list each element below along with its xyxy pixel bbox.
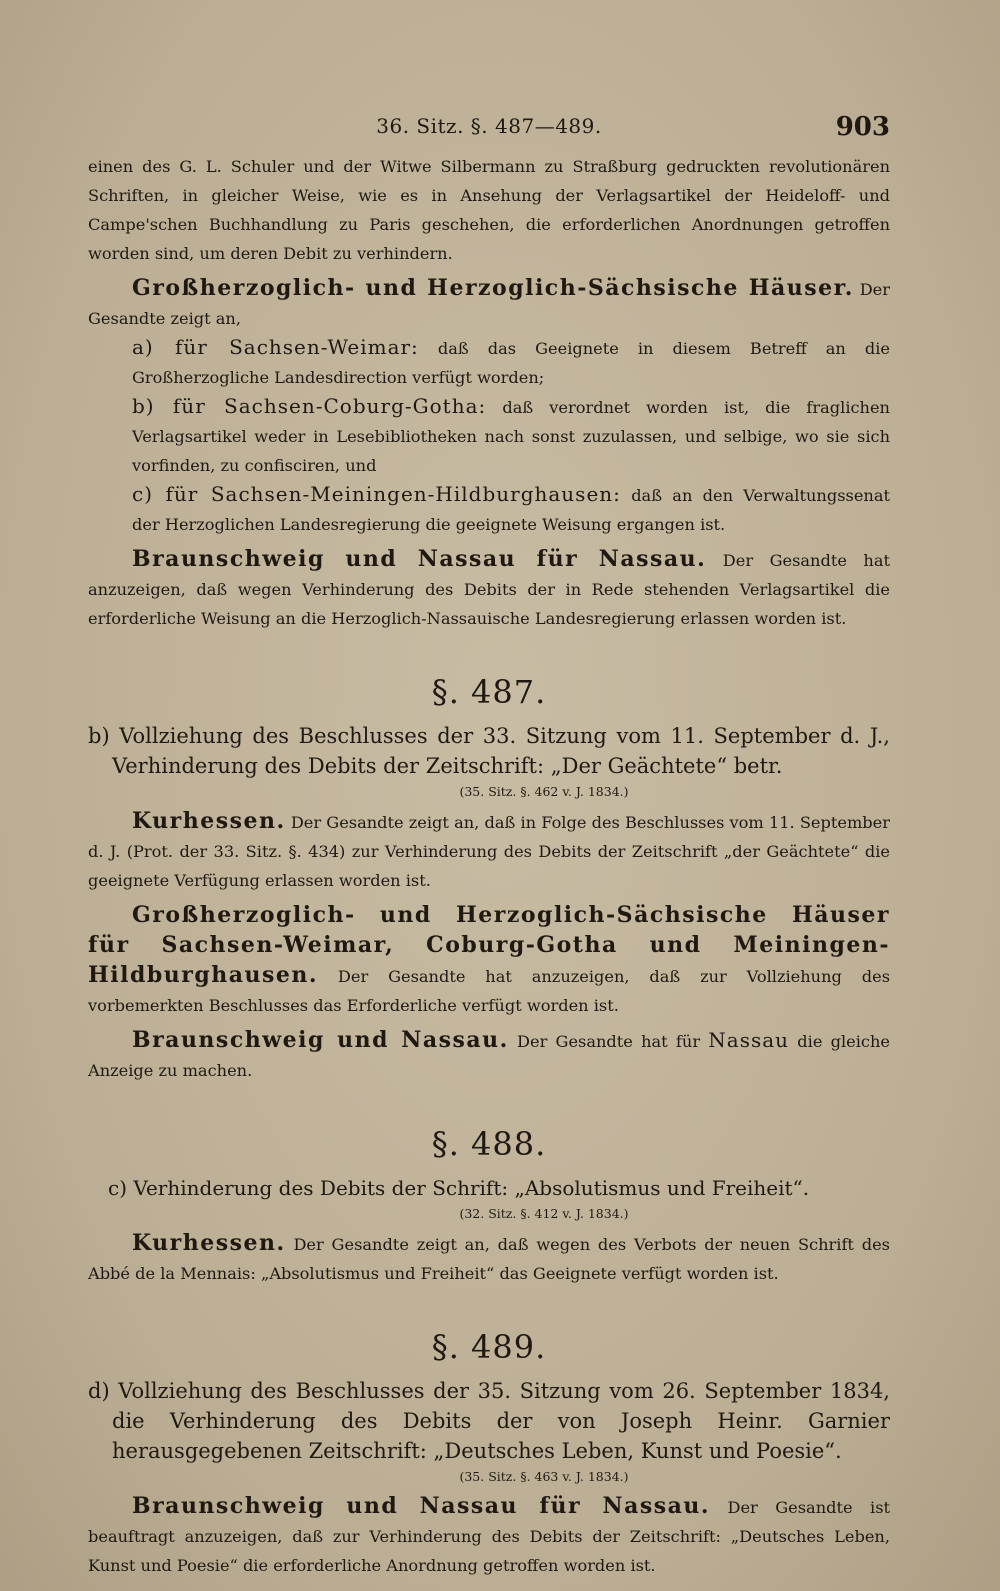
braunschweig-text-part-1: Der Gesandte hat für xyxy=(517,1032,701,1051)
kurhessen-heading: Kurhessen. xyxy=(132,808,286,834)
section-487-saxon-paragraph xyxy=(88,901,890,1020)
item-c-text: daß an den Verwaltungssenat der Herzoglichen Landesregierung die geeignete Weisung ergangen ist. xyxy=(132,486,890,534)
section-487-heading: §. 487. xyxy=(431,673,547,711)
braunschweig-text-part-2: die gleiche Anzeige zu machen. xyxy=(88,1032,891,1080)
item-a-heading: a) für Sachsen-Weimar: xyxy=(132,335,419,359)
intro-paragraph: einen des G. L. Schuler und der Witwe Silbermann zu Straßburg gedruckten revolutionären Schriften, in gleicher Weise, wie es in Ansehung der Verlagsartikel der Heideloff- und Campe'schen Buchhandlung zu Paris geschehen, die erforderlichen Anordnungen getroffen worden sind, um deren Debit zu verhindern. xyxy=(88,157,890,263)
braunschweig-nassau-text: Der Gesandte hat anzuzeigen, daß wegen Verhinderung des Debits der in Rede stehenden Verlagsartikel die erforderliche Weisung an die Herzoglich-Nassauische Landesregierung erlassen worden ist. xyxy=(88,551,890,628)
item-c-paragraph xyxy=(88,480,890,539)
page-number: 903 xyxy=(835,112,890,142)
kurhessen-text: Der Gesandte zeigt an, daß in Folge des Beschlusses vom 11. September d. J. (Prot. der 33. Sitz. §. 434) zur Verhinderung des Debits der Zeitschrift „der Geächtete“ die geeignete Verfügung erlassen worden ist. xyxy=(88,813,890,890)
saxon-houses-paragraph xyxy=(88,274,890,333)
item-b-heading: b) für Sachsen-Coburg-Gotha: xyxy=(132,394,487,418)
item-c-heading: c) für Sachsen-Meiningen-Hildburghausen: xyxy=(132,482,621,506)
braunschweig-nassau-paragraph xyxy=(88,545,890,633)
section-487-kurhessen-paragraph xyxy=(88,807,890,895)
braunschweig-nassau-heading: Braunschweig und Nassau für Nassau. xyxy=(132,1493,711,1519)
saxon-houses-heading: Großherzoglich- und Herzoglich-Sächsische Häuser für Sachsen-Weimar, Coburg-Gotha und Meiningen-Hildburghausen. xyxy=(88,902,890,988)
section-489-reference: (35. Sitz. §. 463 v. J. 1834.) xyxy=(459,1469,629,1484)
item-b-paragraph xyxy=(88,392,890,480)
section-489-heading: §. 489. xyxy=(431,1328,547,1366)
item-b-text: daß verordnet worden ist, die fraglichen Verlagsartikel weder in Lesebibliotheken nach sonst zuzulassen, und selbige, wo sie sich vorfinden, zu confisciren, und xyxy=(132,398,890,475)
item-a-text: daß das Geeignete in diesem Betreff an die Großherzogliche Landesdirection verfügt worden; xyxy=(132,339,891,387)
section-489-braunschweig-paragraph xyxy=(88,1492,890,1580)
section-487-title: b) Vollziehung des Beschlusses der 33. Sitzung vom 11. September d. J., Verhinderung des Debits der Zeitschrift: „Der Geächtete“ betr. xyxy=(88,724,890,778)
section-487-reference: (35. Sitz. §. 462 v. J. 1834.) xyxy=(459,784,629,799)
nassau-name: Nassau xyxy=(708,1028,790,1052)
page-header xyxy=(88,108,890,148)
item-a-paragraph xyxy=(88,333,890,392)
kurhessen-heading: Kurhessen. xyxy=(132,1230,286,1256)
braunschweig-nassau-heading: Braunschweig und Nassau. xyxy=(132,1027,509,1053)
section-488-reference: (32. Sitz. §. 412 v. J. 1834.) xyxy=(459,1206,629,1221)
kurhessen-text: Der Gesandte zeigt an, daß wegen des Verbots der neuen Schrift des Abbé de la Mennais: „Absolutismus und Freiheit“ das Geeignete verfügt worden ist. xyxy=(88,1235,890,1283)
running-title: 36. Sitz. §. 487—489. xyxy=(376,114,602,138)
section-488-title: c) Verhinderung des Debits der Schrift: „Absolutismus und Freiheit“. xyxy=(108,1176,810,1200)
braunschweig-nassau-heading: Braunschweig und Nassau für Nassau. xyxy=(132,546,707,572)
section-489-title: d) Vollziehung des Beschlusses der 35. Sitzung vom 26. September 1834, die Verhinderung des Debits der von Joseph Heinr. Garnier herausgegebenen Zeitschrift: „Deutsches Leben, Kunst und Poesie“. xyxy=(88,1379,890,1463)
section-488-kurhessen-paragraph xyxy=(88,1229,890,1288)
saxon-houses-heading: Großherzoglich- und Herzoglich-Sächsische Häuser. xyxy=(132,275,854,301)
saxon-houses-text: Der Gesandte hat anzuzeigen, daß zur Vollziehung des vorbemerkten Beschlusses das Erforderliche verfügt worden ist. xyxy=(88,967,890,1015)
saxon-houses-text: Der Gesandte zeigt an, xyxy=(88,280,890,328)
braunschweig-nassau-text: Der Gesandte ist beauftragt anzuzeigen, daß zur Verhinderung des Debits der Zeitschrift: „Deutsches Leben, Kunst und Poesie“ die erforderliche Anordnung getroffen worden ist. xyxy=(88,1498,891,1575)
section-488-heading: §. 488. xyxy=(431,1125,547,1163)
section-487-braunschweig-paragraph xyxy=(88,1026,890,1085)
